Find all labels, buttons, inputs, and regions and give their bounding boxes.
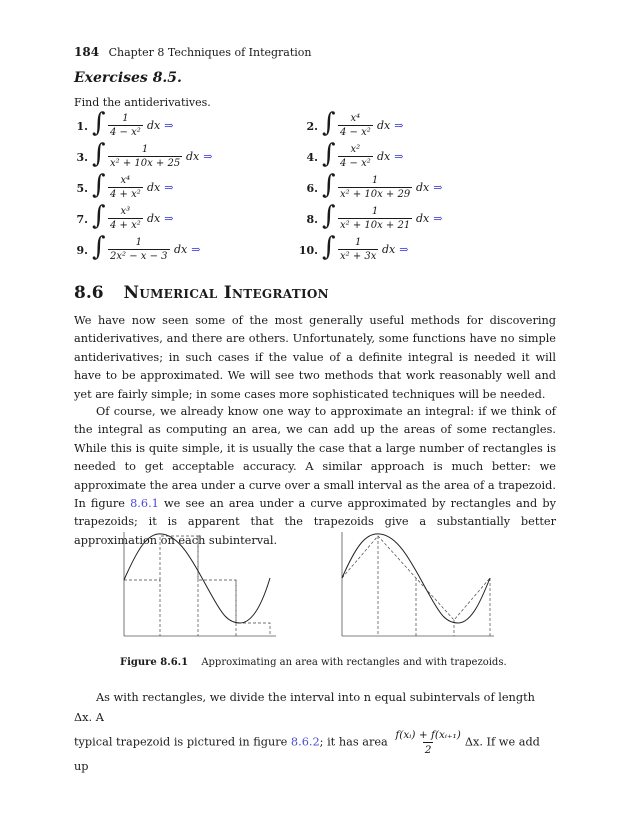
exercise-item — [296, 232, 516, 266]
paragraph-2-text-a: Of course, we already know one way to approximate an integral: if we think of the integral as computing an area, we can add up the areas of some rectangles. While this is quite simple, it is usually the case that a large number of rectangles is needed to get acceptable accuracy. A similar approach is much better: we approximate the area under a curve over a small interval as the area of a trapezoid. In figure — [74, 405, 556, 511]
integral-sign: ∫ — [92, 232, 106, 262]
answer-link-arrow[interactable]: ⇒ — [394, 119, 404, 132]
differential: dx ⇒ — [382, 243, 409, 256]
integrand-fraction — [338, 112, 373, 139]
rect-fig-curve — [124, 534, 270, 623]
integral-sign: ∫ — [322, 170, 336, 200]
integrand-denominator: 4 − x² — [340, 158, 371, 169]
integral-sign: ∫ — [92, 201, 106, 231]
figure-caption-text: Approximating an area with rectangles and with trapezoids. — [201, 657, 507, 668]
exercise-number: 8. — [306, 213, 318, 226]
integrand-numerator: x⁴ — [350, 113, 361, 124]
integrand-fraction — [108, 236, 170, 263]
integrand-fraction — [108, 174, 143, 201]
exercise-number: 6. — [306, 182, 318, 195]
differential: dx ⇒ — [147, 212, 174, 225]
exercise-item — [66, 139, 286, 173]
integrand-denominator: x² + 10x + 25 — [110, 158, 181, 169]
integral-sign: ∫ — [92, 170, 106, 200]
integrand-numerator: x² — [350, 144, 361, 155]
exercise-number: 2. — [306, 120, 318, 133]
integrand-fraction — [108, 205, 143, 232]
section-number: 8.6 — [74, 283, 104, 303]
integral-sign: ∫ — [322, 232, 336, 262]
integrand-numerator: 1 — [371, 206, 379, 217]
fraction-numerator: f(xᵢ) + f(xᵢ₊₁) — [395, 729, 461, 741]
figure-label: Figure 8.6.1 — [120, 657, 189, 668]
figure-link-8-6-1[interactable]: 8.6.1 — [130, 497, 159, 511]
bottom-paragraph — [74, 688, 556, 773]
section-title: Numerical Integration — [123, 283, 329, 303]
figure-caption — [120, 657, 507, 668]
running-title: Chapter 8 Techniques of Integration — [108, 46, 312, 59]
rectangles-figure — [118, 528, 280, 646]
integrand-numerator: x³ — [120, 206, 131, 217]
answer-link-arrow[interactable]: ⇒ — [399, 243, 409, 256]
trapezoid-area-fraction — [393, 728, 462, 757]
rect-2 — [160, 536, 198, 636]
differential: dx ⇒ — [147, 181, 174, 194]
integrand-fraction — [338, 205, 412, 232]
integrand-numerator: 1 — [141, 144, 149, 155]
exercise-item — [296, 108, 516, 142]
fraction-denominator: 2 — [424, 744, 432, 756]
integrand-denominator: 2x² − x − 3 — [110, 251, 168, 262]
integrand-fraction — [108, 112, 143, 139]
integrand-numerator: 1 — [122, 113, 129, 124]
differential: dx ⇒ — [377, 119, 404, 132]
exercises-intro: Find the antiderivatives. — [74, 96, 211, 109]
exercises-title: Exercises 8.5. — [74, 70, 182, 86]
answer-link-arrow[interactable]: ⇒ — [394, 150, 404, 163]
exercise-number: 5. — [76, 182, 88, 195]
rect-4 — [236, 580, 270, 636]
differential: dx ⇒ — [416, 212, 443, 225]
bottom-line-2-text-c: Δx. If we add up — [74, 735, 540, 773]
integral-sign: ∫ — [322, 108, 336, 138]
answer-link-arrow[interactable]: ⇒ — [164, 119, 174, 132]
exercise-item — [296, 201, 516, 235]
exercise-number: 9. — [76, 244, 88, 257]
integrand-numerator: x⁴ — [120, 175, 131, 186]
paragraph-1: We have now seen some of the most generally useful methods for discovering antiderivatives, and there are others. Unfortunately, some functions have no simple antiderivatives; in such cases if the value of a definite integral is needed it will have to be approximated. We will see two methods that work reasonably well and yet are fairly simple; in some cases more sophisticated techniques will be needed. — [74, 314, 556, 401]
integral-sign: ∫ — [92, 139, 106, 169]
integrand-fraction — [108, 143, 182, 170]
integrand-denominator: x² + 3x — [340, 251, 377, 262]
integrand-fraction — [338, 143, 373, 170]
exercise-item — [66, 232, 286, 266]
integrand-fraction — [338, 174, 412, 201]
exercise-number: 1. — [76, 120, 88, 133]
integrand-numerator: 1 — [135, 237, 142, 248]
bottom-line-2-text-a: typical trapezoid is pictured in figure — [74, 735, 288, 749]
exercise-number: 4. — [306, 151, 318, 164]
paragraph-2-text-b: we see an area under a curve approximated by rectangles and by trapezoids; it is apparent that the trapezoids give a substantially better approximation on each subinterval. — [74, 497, 557, 547]
answer-link-arrow[interactable]: ⇒ — [433, 181, 443, 194]
answer-link-arrow[interactable]: ⇒ — [164, 212, 174, 225]
differential: dx ⇒ — [377, 150, 404, 163]
figure-link-8-6-2[interactable]: 8.6.2 — [290, 735, 320, 749]
exercise-item — [66, 201, 286, 235]
exercise-item — [296, 170, 516, 204]
integrand-numerator: 1 — [371, 175, 379, 186]
page-number: 184 — [74, 45, 100, 59]
integrand-denominator: x² + 10x + 21 — [340, 220, 411, 231]
rect-1 — [124, 580, 160, 636]
running-header — [74, 45, 312, 59]
exercise-number: 10. — [298, 244, 318, 257]
differential: dx ⇒ — [174, 243, 201, 256]
answer-link-arrow[interactable]: ⇒ — [191, 243, 201, 256]
answer-link-arrow[interactable]: ⇒ — [203, 150, 213, 163]
answer-link-arrow[interactable]: ⇒ — [164, 181, 174, 194]
exercise-item — [66, 108, 286, 142]
answer-link-arrow[interactable]: ⇒ — [433, 212, 443, 225]
exercise-item — [66, 170, 286, 204]
differential: dx ⇒ — [186, 150, 213, 163]
differential: dx ⇒ — [147, 119, 174, 132]
integral-sign: ∫ — [322, 139, 336, 169]
trapezoids-figure — [338, 528, 498, 646]
rect-3 — [198, 536, 236, 636]
integrand-denominator: 4 − x² — [340, 127, 371, 138]
bottom-line-2-text-b: ; it has area — [319, 735, 388, 749]
integrand-fraction — [338, 236, 378, 263]
integrand-denominator: 4 + x² — [110, 220, 141, 231]
exercise-item — [296, 139, 516, 173]
exercise-number: 7. — [76, 213, 88, 226]
integral-sign: ∫ — [92, 108, 106, 138]
bottom-line-1: As with rectangles, we divide the interval into n equal subintervals of length Δx. A — [74, 691, 535, 724]
exercise-number: 3. — [76, 151, 88, 164]
bottom-line-2 — [74, 728, 556, 773]
integrand-denominator: 4 − x² — [110, 127, 141, 138]
section-heading — [74, 283, 329, 303]
integral-sign: ∫ — [322, 201, 336, 231]
differential: dx ⇒ — [416, 181, 443, 194]
integrand-denominator: 4 + x² — [110, 189, 141, 200]
integrand-denominator: x² + 10x + 29 — [340, 189, 411, 200]
integrand-numerator: 1 — [355, 237, 362, 248]
